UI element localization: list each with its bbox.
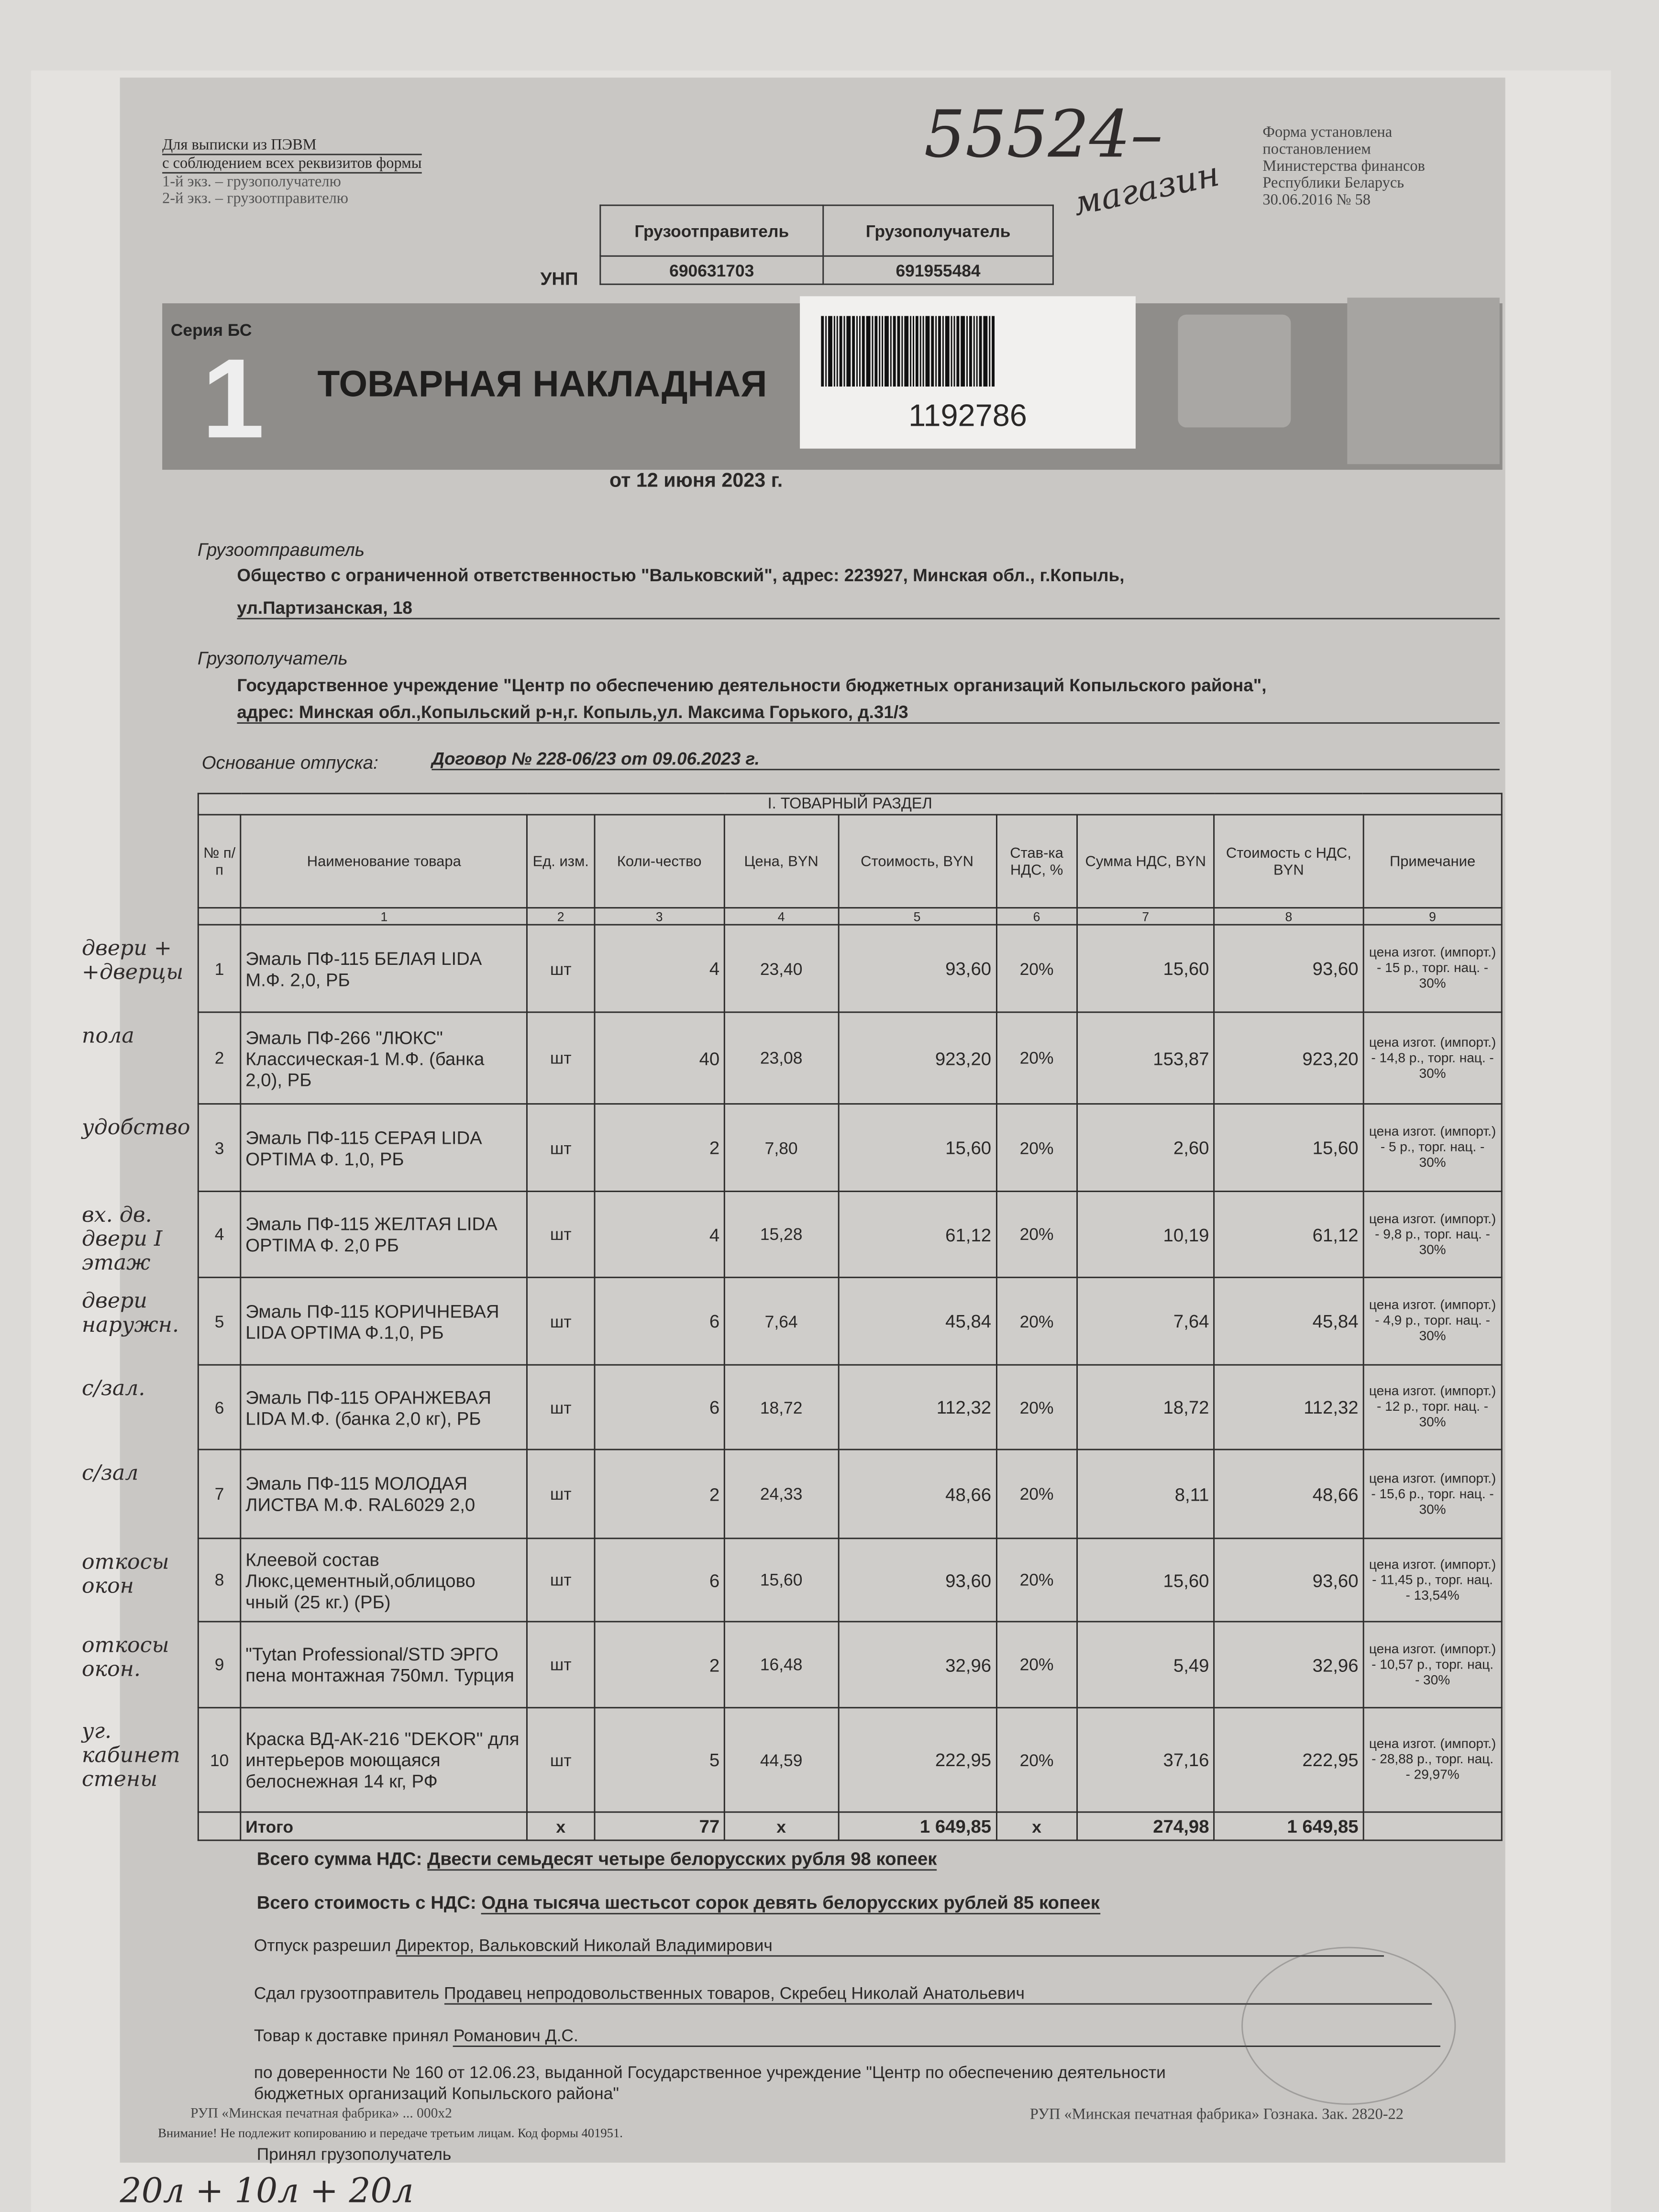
series-label: Серия БС [170, 320, 252, 340]
price: 7,64 [725, 1277, 838, 1365]
total-words: Одна тысяча шестьсот сорок девять белорусских рублей 85 копеек [481, 1892, 1100, 1914]
total-with-vat: 112,32 [1214, 1365, 1363, 1449]
vat-amount: 18,72 [1077, 1365, 1214, 1449]
cost: 48,66 [838, 1449, 996, 1538]
vat-rate: 20% [996, 1012, 1077, 1104]
note-line: Для выписки из ПЭВМ [162, 137, 421, 155]
total-with-vat: 222,95 [1214, 1708, 1363, 1812]
cost: 32,96 [838, 1622, 996, 1708]
proxy-line1: по доверенности № 160 от 12.06.23, выданной Государственное учреждение "Центр по обеспечению деятельности [254, 2062, 1166, 2082]
handwritten-margin-note: пола [82, 1023, 134, 1049]
security-square [1347, 298, 1499, 464]
grand-total-words [257, 1892, 1100, 1913]
vat-rate: 20% [996, 1365, 1077, 1449]
vat-total-words [257, 1848, 937, 1869]
table-row [198, 1449, 1502, 1538]
cost: 15,60 [838, 1104, 996, 1192]
totals-quantity: 77 [594, 1812, 725, 1840]
vat-rate: 20% [996, 1277, 1077, 1365]
quantity: 6 [594, 1538, 725, 1622]
handwritten-margin-note: откосы окон. [82, 1632, 169, 1682]
released-value: Директор, Вальковский Николай Владимирович [396, 1936, 1383, 1957]
handwritten-margin-note: двери наружн. [82, 1288, 179, 1338]
handwritten-margin-note: с/зал. [82, 1375, 145, 1401]
column-header: № п/п [198, 815, 241, 908]
row-number: 7 [198, 1449, 241, 1538]
table-row [198, 1191, 1502, 1277]
form-note-line: Республики Беларусь [1262, 175, 1405, 192]
product-name: Эмаль ПФ-115 СЕРАЯ LIDA OPTIMA Ф. 1,0, РБ [241, 1104, 528, 1192]
product-name: Краска ВД-АК-216 "DEKOR" для интерьеров моющаяся белоснежная 14 кг, РФ [241, 1708, 528, 1812]
unit: шт [528, 1538, 594, 1622]
row-number: 10 [198, 1708, 241, 1812]
cost: 222,95 [838, 1708, 996, 1812]
row-number: 9 [198, 1622, 241, 1708]
vat-rate: 20% [996, 925, 1077, 1012]
vat-label: Всего сумма НДС: [256, 1848, 422, 1869]
shipper-line1: Общество с ограниченной ответственностью "Вальковский", адрес: 223927, Минская обл., г.Копыль, [237, 565, 1125, 586]
note-line: 2-й экз. – грузоотправителю [162, 190, 349, 208]
product-name: Эмаль ПФ-266 "ЛЮКС" Классическая-1 М.Ф. (банка 2,0), РБ [241, 1012, 528, 1104]
form-note-line: 30.06.2016 № 58 [1262, 192, 1371, 209]
proxy-line2: бюджетных организаций Копыльского района" [254, 2083, 619, 2103]
printer-right: РУП «Минская печатная фабрика» Гознака. Зак. 2820-22 [1029, 2106, 1404, 2124]
released-label: Отпуск разрешил [254, 1936, 391, 1956]
shipper-line2: ул.Партизанская, 18 [237, 598, 1499, 619]
quantity: 4 [594, 1191, 725, 1277]
vat-amount: 5,49 [1077, 1622, 1214, 1708]
vat-amount: 8,11 [1077, 1449, 1214, 1538]
cost: 112,32 [838, 1365, 996, 1449]
handwritten-margin-note: двери + +дверцы [82, 935, 184, 985]
row-number: 6 [198, 1365, 241, 1449]
product-name: "Tytan Professional/STD ЭРГО пена монтажная 750мл. Турция [241, 1622, 528, 1708]
column-number: 5 [838, 908, 996, 925]
vat-amount: 15,60 [1077, 1538, 1214, 1622]
quantity: 5 [594, 1708, 725, 1812]
total-with-vat: 15,60 [1214, 1104, 1363, 1192]
row-number: 1 [198, 925, 241, 1012]
row-number: 3 [198, 1104, 241, 1192]
handwritten-margin-note: откосы окон [82, 1549, 169, 1599]
unit: шт [528, 1622, 594, 1708]
totals-price: x [725, 1812, 838, 1840]
warning-text: Внимание! Не подлежит копированию и передаче третьим лицам. Код формы 401951. [158, 2126, 623, 2140]
unp-label: УНП [540, 268, 578, 289]
total-with-vat: 32,96 [1214, 1622, 1363, 1708]
price: 15,28 [725, 1191, 838, 1277]
vat-amount: 15,60 [1077, 925, 1214, 1012]
table-row [198, 1012, 1502, 1104]
total-with-vat: 923,20 [1214, 1012, 1363, 1104]
row-number: 2 [198, 1012, 241, 1104]
price: 18,72 [725, 1365, 838, 1449]
vat-rate: 20% [996, 1708, 1077, 1812]
column-header: Цена, BYN [725, 815, 838, 908]
note: цена изгот. (импорт.) - 4,9 р., торг. нац. - 30% [1363, 1277, 1502, 1365]
column-number: 3 [594, 908, 725, 925]
total-with-vat: 48,66 [1214, 1449, 1363, 1538]
barcode-box [800, 296, 1136, 448]
vat-amount: 10,19 [1077, 1191, 1214, 1277]
row-number: 8 [198, 1538, 241, 1622]
note: цена изгот. (импорт.) - 5 р., торг. нац. - 30% [1363, 1104, 1502, 1192]
quantity: 6 [594, 1365, 725, 1449]
consignee-line2: адрес: Минская обл.,Копыльский р-н,г. Копыль,ул. Максима Горького, д.31/3 [237, 703, 1499, 724]
unit: шт [528, 1277, 594, 1365]
product-name: Эмаль ПФ-115 БЕЛАЯ LIDA М.Ф. 2,0, РБ [241, 925, 528, 1012]
barcode-icon [821, 316, 1114, 387]
handed-value: Продавец непродовольственных товаров, Скребец Николай Анатольевич [444, 1983, 1431, 2004]
column-number: 8 [1214, 908, 1363, 925]
vat-words: Двести семьдесят четыре белорусских рубля 98 копеек [427, 1848, 937, 1870]
column-number: 4 [725, 908, 838, 925]
note: цена изгот. (импорт.) - 12 р., торг. нац. - 30% [1363, 1365, 1502, 1449]
handwritten-margin-note: уг. кабинет стены [82, 1718, 180, 1792]
vat-rate: 20% [996, 1104, 1077, 1192]
note: цена изгот. (импорт.) - 14,8 р., торг. нац. - 30% [1363, 1012, 1502, 1104]
column-number [198, 908, 241, 925]
total-with-vat: 45,84 [1214, 1277, 1363, 1365]
handwritten-bottom-note: 20л + 10л + 20л [120, 2171, 414, 2211]
cost: 923,20 [838, 1012, 996, 1104]
printer-left: РУП «Минская печатная фабрика» ... 000х2 [190, 2106, 452, 2122]
barcode-number: 1192786 [908, 398, 1027, 433]
empty-cell [1363, 1812, 1502, 1840]
shipper-label: Грузоотправитель [197, 539, 365, 560]
unit: шт [528, 1365, 594, 1449]
note: цена изгот. (импорт.) - 28,88 р., торг. нац. - 29,97% [1363, 1708, 1502, 1812]
vat-rate: 20% [996, 1191, 1077, 1277]
quantity: 2 [594, 1104, 725, 1192]
price: 23,40 [725, 925, 838, 1012]
shipper-unp: 690631703 [600, 256, 823, 284]
totals-rate: x [996, 1812, 1077, 1840]
quantity: 40 [594, 1012, 725, 1104]
note: цена изгот. (импорт.) - 11,45 р., торг. нац. - 13,54% [1363, 1538, 1502, 1622]
note-line: 1-й экз. – грузополучателю [162, 173, 341, 191]
note: цена изгот. (импорт.) - 10,57 р., торг. нац. - 30% [1363, 1622, 1502, 1708]
column-header: Коли-чество [594, 815, 725, 908]
vat-rate: 20% [996, 1449, 1077, 1538]
quantity: 2 [594, 1622, 725, 1708]
unp-consignee-header: Грузополучатель [823, 205, 1053, 256]
column-header: Стоимость, BYN [838, 815, 996, 908]
accepted-value: Романович Д.С. [453, 2026, 1441, 2047]
consignee-unp: 691955484 [823, 256, 1053, 284]
price: 15,60 [725, 1538, 838, 1622]
cost: 93,60 [838, 925, 996, 1012]
totals-cost: 1 649,85 [838, 1812, 996, 1840]
table-row [198, 1622, 1502, 1708]
totals-row [198, 1812, 1502, 1840]
document-title: ТОВАРНАЯ НАКЛАДНАЯ [317, 362, 767, 405]
total-with-vat: 61,12 [1214, 1191, 1363, 1277]
consignee-label: Грузополучатель [197, 647, 348, 669]
cost: 45,84 [838, 1277, 996, 1365]
unit: шт [528, 925, 594, 1012]
column-header: Сумма НДС, BYN [1077, 815, 1214, 908]
cost: 93,60 [838, 1538, 996, 1622]
totals-label: Итого [241, 1812, 528, 1840]
table-row [198, 1538, 1502, 1622]
section-title: I. ТОВАРНЫЙ РАЗДЕЛ [198, 794, 1502, 815]
column-header: Став-ка НДС, % [996, 815, 1077, 908]
row-number: 4 [198, 1191, 241, 1277]
vat-amount: 153,87 [1077, 1012, 1214, 1104]
unit: шт [528, 1449, 594, 1538]
received-label: Принял грузополучатель [256, 2144, 452, 2164]
unp-shipper-header: Грузоотправитель [600, 205, 823, 256]
table-row [198, 925, 1502, 1012]
price: 23,08 [725, 1012, 838, 1104]
column-header: Наименование товара [241, 815, 528, 908]
vat-amount: 37,16 [1077, 1708, 1214, 1812]
handed-label: Сдал грузоотправитель [254, 1983, 440, 2003]
goods-table [198, 793, 1503, 1841]
table-row [198, 1708, 1502, 1812]
note: цена изгот. (импорт.) - 15 р., торг. нац. - 30% [1363, 925, 1502, 1012]
table-row [198, 1277, 1502, 1365]
totals-vat: 274,98 [1077, 1812, 1214, 1840]
total-with-vat: 93,60 [1214, 925, 1363, 1012]
form-note-line: Форма установлена [1262, 124, 1393, 141]
column-header: Ед. изм. [528, 815, 594, 908]
product-name: Эмаль ПФ-115 МОЛОДАЯ ЛИСТВА М.Ф. RAL6029 2,0 [241, 1449, 528, 1538]
price: 16,48 [725, 1622, 838, 1708]
note: цена изгот. (импорт.) - 15,6 р., торг. нац. - 30% [1363, 1449, 1502, 1538]
cost: 61,12 [838, 1191, 996, 1277]
invoice-date: от 12 июня 2023 г. [609, 468, 783, 491]
quantity: 4 [594, 925, 725, 1012]
quantity: 2 [594, 1449, 725, 1538]
accepted-label: Товар к доставке принял [254, 2025, 449, 2046]
handwritten-word: магазин [1070, 154, 1223, 224]
stamp-seal [1241, 1947, 1456, 2105]
note-line: с соблюдением всех реквизитов формы [162, 155, 421, 173]
series-number: 1 [201, 335, 265, 462]
table-row [198, 1365, 1502, 1449]
total-with-vat: 93,60 [1214, 1538, 1363, 1622]
totals-with-vat: 1 649,85 [1214, 1812, 1363, 1840]
column-number: 6 [996, 908, 1077, 925]
hologram-icon [1178, 315, 1291, 428]
price: 44,59 [725, 1708, 838, 1812]
total-label: Всего стоимость с НДС: [256, 1891, 476, 1913]
row-number: 5 [198, 1277, 241, 1365]
unit: шт [528, 1104, 594, 1192]
note: цена изгот. (импорт.) - 9,8 р., торг. нац. - 30% [1363, 1191, 1502, 1277]
unit: шт [528, 1012, 594, 1104]
handwritten-margin-note: вх. дв. двери I этаж [82, 1202, 163, 1275]
handwritten-number: 55524– [924, 96, 1163, 172]
consignee-line1: Государственное учреждение "Центр по обеспечению деятельности бюджетных организаций Копыльского района", [237, 675, 1267, 696]
product-name: Эмаль ПФ-115 ОРАНЖЕВАЯ LIDA М.Ф. (банка 2,0 кг), РБ [241, 1365, 528, 1449]
vat-amount: 2,60 [1077, 1104, 1214, 1192]
column-number: 7 [1077, 908, 1214, 925]
empty-cell [198, 1812, 241, 1840]
vat-rate: 20% [996, 1622, 1077, 1708]
price: 7,80 [725, 1104, 838, 1192]
price: 24,33 [725, 1449, 838, 1538]
product-name: Клеевой состав Люкс,цементный,облицово чный (25 кг.) (РБ) [241, 1538, 528, 1622]
product-name: Эмаль ПФ-115 КОРИЧНЕВАЯ LIDA OPTIMA Ф.1,0, РБ [241, 1277, 528, 1365]
handwritten-margin-note: удобство [82, 1114, 190, 1140]
column-header: Стоимость с НДС, BYN [1214, 815, 1363, 908]
column-number: 1 [241, 908, 528, 925]
form-note-line: постановлением [1262, 141, 1371, 158]
product-name: Эмаль ПФ-115 ЖЕЛТАЯ LIDA OPTIMA Ф. 2,0 РБ [241, 1191, 528, 1277]
unit: шт [528, 1708, 594, 1812]
vat-rate: 20% [996, 1538, 1077, 1622]
print-instructions [162, 137, 421, 207]
unp-table [599, 205, 1054, 285]
handwritten-margin-note: с/зал [82, 1460, 139, 1486]
form-note-line: Министерства финансов [1262, 158, 1425, 175]
basis-label: Основание отпуска: [201, 752, 378, 774]
column-number: 2 [528, 908, 594, 925]
form-legal-note [1262, 124, 1425, 209]
table-row [198, 1104, 1502, 1192]
totals-unit: x [528, 1812, 594, 1840]
column-header: Примечание [1363, 815, 1502, 908]
basis-value: Договор № 228-06/23 от 09.06.2023 г. [431, 749, 1499, 770]
vat-amount: 7,64 [1077, 1277, 1214, 1365]
column-number: 9 [1363, 908, 1502, 925]
unit: шт [528, 1191, 594, 1277]
quantity: 6 [594, 1277, 725, 1365]
